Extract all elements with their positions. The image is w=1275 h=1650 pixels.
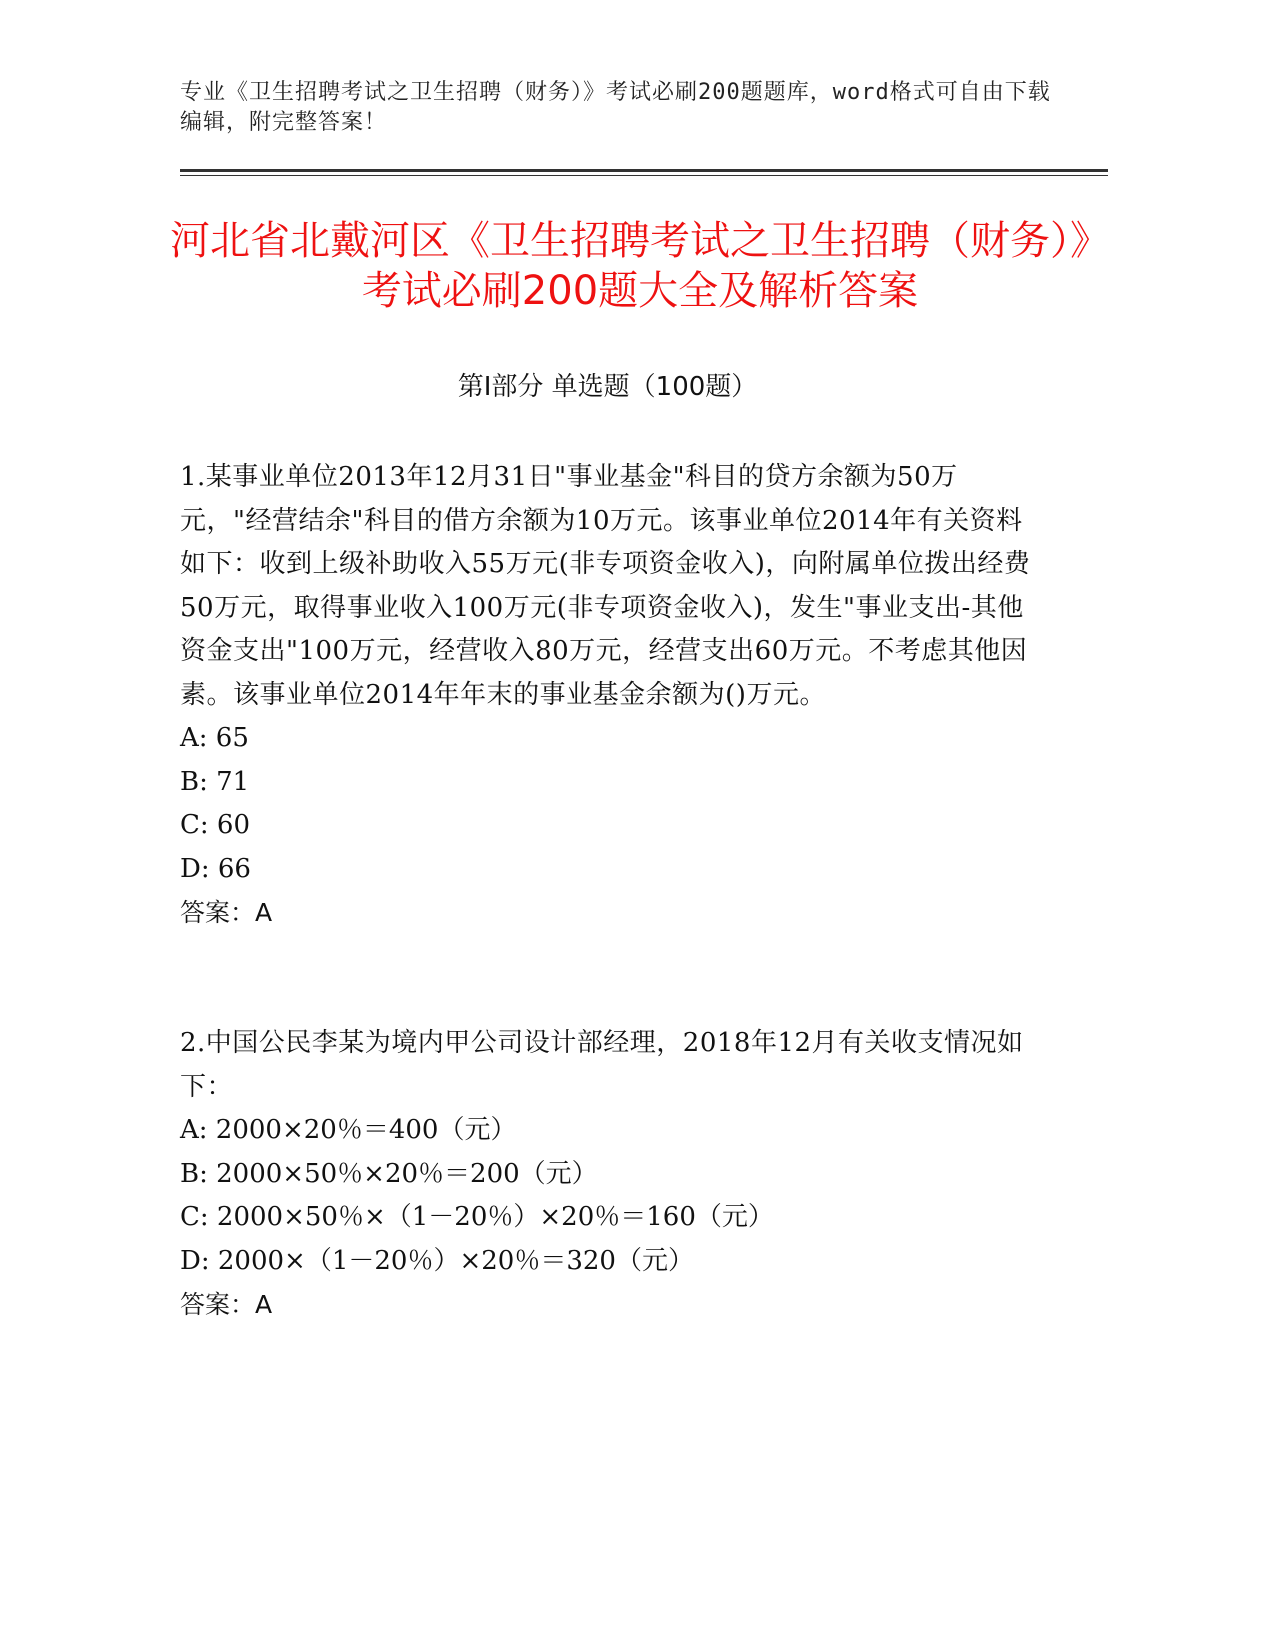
document-title: 河北省北戴河区《卫生招聘考试之卫生招聘（财务）》考试必刷200题大全及解析答案	[170, 218, 1110, 314]
header-note: 专业《卫生招聘考试之卫生招聘（财务）》考试必刷200题题库，word格式可自由下载编辑，附完整答案！	[180, 80, 1051, 135]
question-1	[180, 456, 1040, 935]
question-2	[180, 1022, 1040, 1327]
header-divider-thin	[180, 175, 1108, 176]
question-1-text: 1.某事业单位2013年12月31日"事业基金"科目的贷方余额为50万元，"经营结余"科目的借方余额为10万元。该事业单位2014年有关资料如下：收到上级补助收入55万元(非专项资金收入)，向附属单位拨出经费50万元，取得事业收入100万元(非专项资金收入)，发生"事业支出-其他资金支出"100万元，经营收入80万元，经营支出60万元。不考虑其他因素。该事业单位2014年年末的事业基金余额为()万元。	[180, 462, 1031, 710]
question-1-option-a: A: 65	[180, 723, 249, 753]
question-2-answer: 答案：A	[180, 1290, 273, 1319]
question-2-option-c: C: 2000×50％×（1－20％）×20％＝160（元）	[180, 1202, 774, 1232]
question-2-option-a: A: 2000×20％＝400（元）	[180, 1115, 517, 1145]
question-1-option-b: B: 71	[180, 766, 250, 797]
section-heading: 第I部分 单选题（100题）	[457, 372, 758, 402]
question-2-option-b: B: 2000×50％×20％＝200（元）	[180, 1158, 598, 1189]
question-2-text: 2.中国公民李某为境内甲公司设计部经理，2018年12月有关收支情况如下：	[180, 1028, 1024, 1102]
question-1-answer: 答案：A	[180, 898, 273, 927]
question-1-option-d: D: 66	[180, 853, 251, 884]
question-2-option-d: D: 2000×（1－20％）×20％＝320（元）	[180, 1245, 694, 1276]
header-divider-thick	[180, 169, 1108, 172]
question-1-option-c: C: 60	[180, 810, 251, 840]
